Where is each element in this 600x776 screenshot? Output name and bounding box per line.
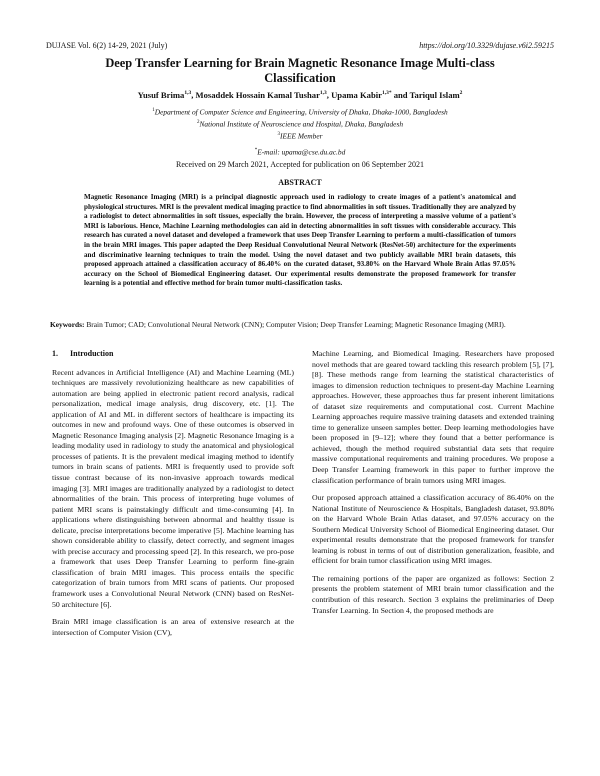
paragraph: Recent advances in Artificial Intelligence (AI) and Machine Learning (ML) techniques are massively revolutionizing healthcare as new capabilities of automation are being applied in electronic patient record analysis, radical personalization, medical image analysis, drug discovery, etc. [1]. The application of AI and ML in different sectors of healthcare is impacting its outcomes in new and profound ways. One of these outcomes is observed in Magnetic Resonance Imaging analysis [2]. Magnetic Resonance Imaging is a leading modality used in radiology to study the anatomical and physiological processes of patients. It is the prevalent medical imaging method to identify tumors in brain scans of patients. MRI is frequently used to provide soft tissue contrast because of its non-invasive approach towards medical imaging [3]. MRI images are traditionally analyzed by a radiologist to detect abnormalities of the brain. This process of interpreting huge volumes of patient MRI scans is painstakingly difficult and time-consuming [4]. In applications where distinguishing between abnormal and healthy tissue is delicate, precise interpretations become imperative [5]. Machine learning has shown considerable ability to classify, detect correctly, and segment images with precise accuracy and processing speed [2]. In this research, we pro-pose a framework that uses Deep Transfer Learning to perform fine-grain classification of brain MRI images. This process entails the specific categorization of brain tumors from MRI scans of patients. Our proposed framework uses a Convolutional Neural Network (CNN) based on ResNet-50 architecture [6].	[52, 367, 294, 609]
doi-link[interactable]: https://doi.org/10.3329/dujase.v6i2.59215	[419, 41, 554, 50]
paragraph: The remaining portions of the paper are organized as follows: Section 2 presents the problem statement of MRI brain tumor classification and the contribution of this research. Section 3 explains the preliminaries of Deep Transfer Learning. In Section 4, the proposed methods are	[312, 573, 554, 615]
affiliation: $^2$National Institute of Neuroscience and Hospital, Dhaka, Bangladesh	[196, 119, 404, 129]
paragraph: Machine Learning, and Biomedical Imaging. Researchers have proposed novel methods that are geared toward tackling this research problem [5], [7], [8]. These methods range from learning the statistical characteristics of images to dimension reduction techniques to present-day Machine Learning approaches. However, these approaches thus far present inherent limitations of dataset size requirements and computational cost. Current Machine Learning approaches require massive training datasets and extended training time to generalize unseen samples better. Deep learning methodologies have been proposed in [9–12]; where they found that a better performance is achieved, though the method required substantial data sets that require massive computational requirements and training procedures. We propose a Deep Transfer Learning framework in this paper to further improve the classification performance of brain tumors using MRI images.	[312, 349, 554, 485]
author-name: Tariqul Islam	[409, 90, 460, 100]
journal-header: DUJASE Vol. 6(2) 14-29, 2021 (July)	[46, 41, 168, 50]
affiliation-mark: 2	[196, 119, 200, 125]
author-affil-mark: 1,3	[184, 90, 192, 97]
author-name: Mosaddek Hossain Kamal Tushar	[195, 90, 320, 100]
author-separator: ,	[326, 90, 332, 100]
right-column	[312, 349, 554, 623]
keywords-list: Brain Tumor; CAD; Convolutional Neural Network (CNN); Computer Vision; Deep Transfer Learning; Magnetic Resonance Imaging (MRI).	[84, 320, 506, 329]
affiliation-mark: 3	[277, 131, 280, 137]
paragraph: Our proposed approach attained a classification accuracy of 86.40% on the National Institute of Neuroscience & Hospitals, Bangladesh dataset, 93.80% on the Harvard Whole Brain Atlas dataset, and 97.05% accuracy on the Southern Medical University School of Biomedical Engineering dataset. Our experimental results demonstrate that the proposed framework for transfer learning is robust in terms of out of distribution generalization, feasible, and efficient for brain tumor classification using MRI images.	[312, 493, 554, 566]
affiliation-block	[46, 106, 554, 158]
author-name: Yusuf Brima	[137, 90, 185, 100]
keywords	[50, 320, 550, 330]
author-separator: ,	[191, 90, 196, 100]
paragraph: Brain MRI image classification is an area of extensive research at the intersection of Computer Vision (CV),	[52, 617, 294, 637]
author-affil-mark: 1,3*	[381, 90, 392, 97]
author-affil-mark: 2	[459, 90, 463, 97]
affiliation: $^3$IEEE Member	[277, 131, 323, 141]
author-separator: and	[391, 90, 410, 100]
affiliation-mark: 1	[152, 108, 155, 113]
section-heading	[52, 349, 294, 360]
affiliation: $^1$Department of Computer Science and Engineering, University of Dhaka, Dhaka-1000, Bangladesh	[152, 107, 448, 117]
left-column	[52, 349, 294, 645]
author-name: Upama Kabir	[331, 90, 382, 100]
section-title: Introduction	[70, 349, 114, 358]
abstract-heading: ABSTRACT	[278, 178, 322, 187]
keywords-label: Keywords:	[50, 320, 85, 329]
author-list	[46, 90, 554, 100]
section-number: 1.	[52, 349, 58, 358]
author-affil-mark: 1,3	[319, 90, 327, 97]
corresponding-email: *E-mail: upama@cse.du.ac.bd	[254, 147, 346, 157]
email-mark: *	[254, 147, 258, 153]
abstract-text: Magnetic Resonance Imaging (MRI) is a principal diagnostic approach used in radiology to create images of a patient's anatomical and physiological structures. MRI is the prevalent medical imaging practice to find abnormalities in soft tissues. Traditionally they are analyzed by a radiologist to detect abnormalities in soft tissues, especially the brain. However, the process of interpreting a massive volume of a patient's MRI is laborious. Hence, Machine Learning methodologies can aid in detecting abnormalities in soft tissues with considerable accuracy. This research has curated a novel dataset and developed a framework that uses Deep Transfer Learning to perform a multi-classification of tumors in the brain MRI images. This paper adapted the Deep Residual Convolutional Neural Network (ResNet-50) architecture for the experiments and discriminative learning techniques to train the model. Using the novel dataset and two publicly available MRI brain datasets, this proposed approach attained a classification accuracy of 86.40% on the curated dataset, 93.80% on the Harvard Whole Brain Atlas 97.05% accuracy on the School of Biomedical Engineering dataset. Our experimental results demonstrate the proposed framework for transfer learning is a potential and effective method for brain tumor multi-classification tasks.	[84, 193, 516, 288]
paper-title: Deep Transfer Learning for Brain Magnetic Resonance Image Multi-class Classification	[105, 56, 495, 85]
received-dates: Received on 29 March 2021, Accepted for publication on 06 September 2021	[176, 160, 424, 169]
